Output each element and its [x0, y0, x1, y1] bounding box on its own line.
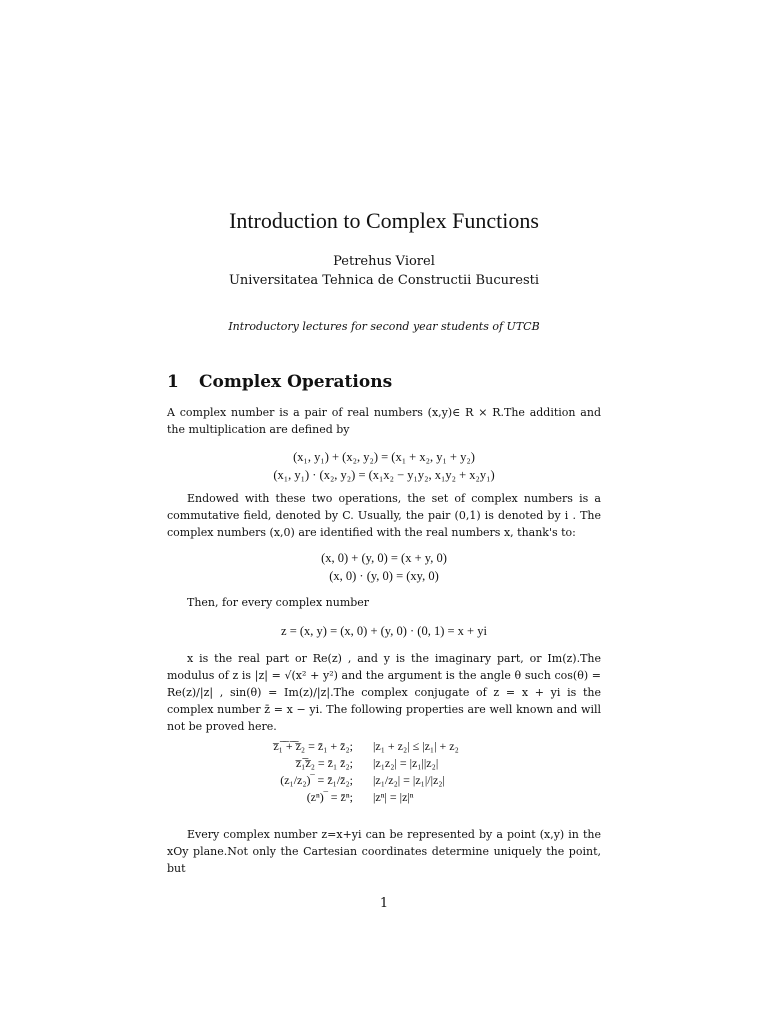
paragraph-then: Then, for every complex number [187, 596, 370, 609]
author-name: Petrehus Viorel [333, 254, 435, 269]
author-affiliation: Universitatea Tehnica de Constructii Bucuresti [228, 273, 540, 288]
property-right: |z₁/z₂| = |z₁|/|z₂| [373, 773, 445, 787]
paragraph-modulus: x is the real part or Re(z) , and y is the imaginary part, or Im(z).The modulus of z is |z| = √(x² + y²) and the argument is the angle θ such cos(θ) = Re(z)/|z| , sin(θ) = Im(z)/|z|.The complex conjugate of z = x + yi is the complex number z̄ = x − yi. The following properties are well known and will not be proved here. [167, 652, 601, 733]
property-right: |z₁z₂| = |z₁||z₂| [373, 756, 439, 770]
property-row [167, 789, 601, 806]
property-left: (zⁿ)‾ = z̄ⁿ; [306, 790, 353, 804]
property-right: |z₁ + z₂| ≤ |z₁| + z₂ [373, 739, 459, 753]
paragraph-definition: A complex number is a pair of real numbers (x,y)∈ R × R.The addition and the multiplication are defined by [167, 406, 601, 436]
author-block [0, 252, 768, 290]
equation-real-multiplication: (x, 0) · (y, 0) = (xy, 0) [329, 569, 439, 583]
property-row [167, 755, 601, 772]
equation-reals [167, 549, 601, 585]
property-left: z̅₁̅ ̅+̅ ̅z̅₂ = z̄₁ + z̄₂; [273, 739, 353, 753]
paper-title: Introduction to Complex Functions [229, 208, 539, 233]
equation-addition: (x₁, y₁) + (x₂, y₂) = (x₁ + x₂, y₁ + y₂) [293, 450, 475, 464]
paragraph-field: Endowed with these two operations, the set of complex numbers is a commutative field, denoted by C. Usually, the pair (0,1) is denoted by i . The complex numbers (x,0) are identified with the real numbers x, thank's to: [167, 492, 601, 539]
tagline: Introductory lectures for second year students of UTCB [228, 320, 540, 333]
section-title: Complex Operations [199, 372, 393, 392]
property-row [167, 738, 601, 755]
page-number: 1 [379, 896, 389, 911]
equation-real-addition: (x, 0) + (y, 0) = (x + y, 0) [321, 551, 447, 565]
properties-list [167, 738, 601, 806]
equation-multiplication: (x₁, y₁) · (x₂, y₂) = (x₁x₂ − y₁y₂, x₁y₂ + x₂y₁) [273, 468, 495, 482]
property-left: z̅₁̅z̅₂ = z̄₁ z̄₂; [295, 756, 353, 770]
section-number: 1 [167, 372, 179, 392]
property-row [167, 772, 601, 789]
property-left: (z₁/z₂)‾ = z̄₁/z̄₂; [280, 773, 353, 787]
property-right: |zⁿ| = |z|ⁿ [373, 790, 414, 804]
equation-decomposition: z = (x, y) = (x, 0) + (y, 0) · (0, 1) = x + yi [281, 624, 487, 638]
equation-operations [167, 448, 601, 484]
section-heading [167, 372, 392, 392]
paragraph-representation: Every complex number z=x+yi can be represented by a point (x,y) in the xOy plane.Not only the Cartesian coordinates determine uniquely the point, but [167, 828, 601, 875]
